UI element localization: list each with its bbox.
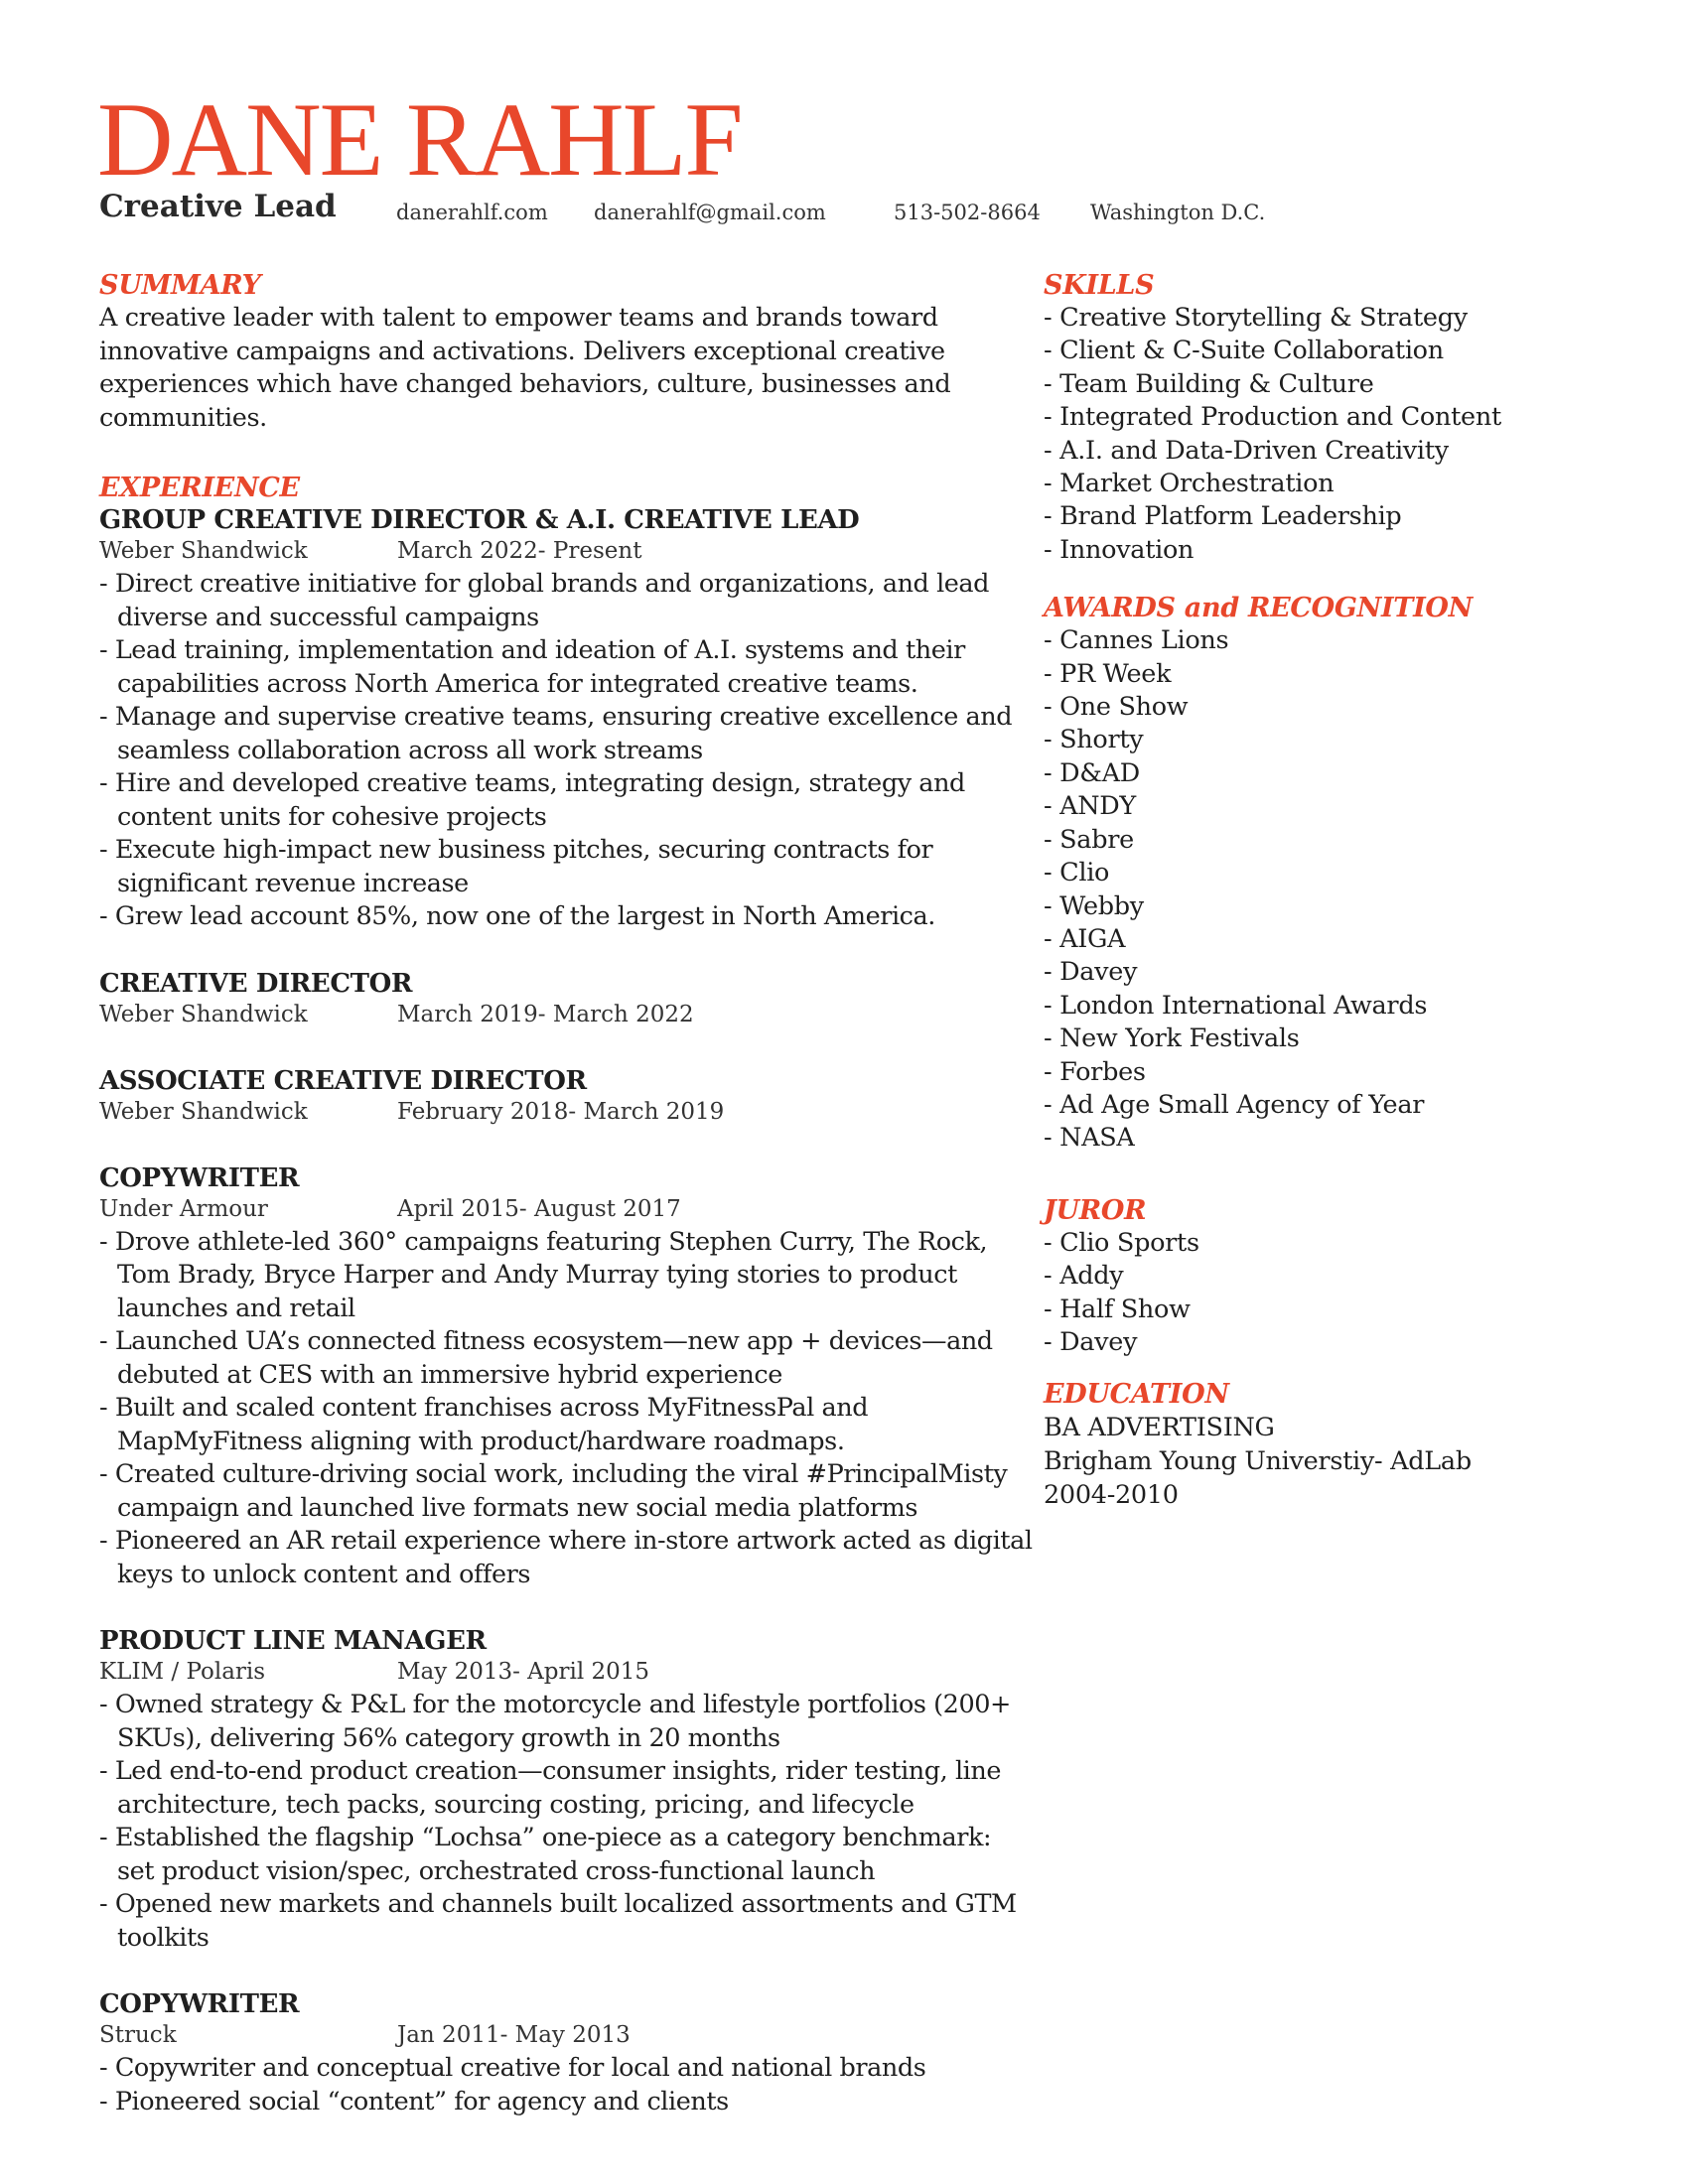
job-bullet: - Built and scaled content franchises across MyFitnessPal and MapMyFitness aligning with product/hardware roadmaps. (99, 1393, 869, 1456)
job-bullet: - Established the flagship “Lochsa” one-piece as a category benchmark: set product vision/spec, orchestrated cross-functional launch (99, 1823, 992, 1886)
job-dates: Jan 2011- May 2013 (397, 2022, 631, 2048)
job-meta (99, 2020, 1023, 2050)
job-bullet: - Copywriter and conceptual creative for local and national brands (99, 2053, 926, 2083)
job-bullet: - Execute high-impact new business pitches, securing contracts for significant revenue increase (99, 835, 933, 898)
job-meta (99, 1194, 1023, 1224)
juror-list (1044, 1227, 1639, 1360)
job-entry (99, 1988, 1023, 2118)
summary-heading: SUMMARY (99, 270, 261, 301)
award-item: - D&AD (1044, 757, 1140, 788)
juror-item: - Half Show (1044, 1294, 1191, 1324)
job-bullet: - Pioneered social “content” for agency and clients (99, 2086, 729, 2116)
award-item: - Shorty (1044, 725, 1144, 755)
job-company: Struck (99, 2022, 177, 2048)
job-meta (99, 1000, 1023, 1029)
juror-item: - Clio Sports (1044, 1227, 1199, 1258)
award-item: - AIGA (1044, 923, 1126, 954)
job-bullet: - Opened new markets and channels built localized assortments and GTM toolkits (99, 1889, 1017, 1953)
job-bullets (99, 1226, 1033, 1592)
job-bullet: - Owned strategy & P&L for the motorcycle and lifestyle portfolios (200+ SKUs), delivering 56% category growth in 20 months (99, 1690, 1011, 1753)
job-bullets (99, 568, 1028, 934)
job-entry (99, 968, 1023, 1029)
awards-list (1044, 624, 1639, 1156)
juror-heading: JUROR (1044, 1194, 1147, 1226)
job-title: ASSOCIATE CREATIVE DIRECTOR (99, 1065, 587, 1096)
job-company: Weber Shandwick (99, 1098, 308, 1125)
job-company: KLIM / Polaris (99, 1659, 266, 1685)
job-company: Weber Shandwick (99, 538, 308, 564)
education-school: Brigham Young Universtiy- AdLab (1044, 1446, 1472, 1477)
skill-item: - Innovation (1044, 534, 1195, 565)
skill-item: - Client & C-Suite Collaboration (1044, 336, 1444, 366)
award-item: - Davey (1044, 957, 1138, 988)
job-title: CREATIVE DIRECTOR (99, 968, 413, 999)
job-dates: February 2018- March 2019 (397, 1098, 725, 1125)
phone-number: 513-502-8664 (894, 201, 1041, 224)
award-item: - One Show (1044, 692, 1189, 723)
job-entry (99, 1162, 1033, 1592)
job-bullet: - Grew lead account 85%, now one of the largest in North America. (99, 901, 935, 931)
skills-heading: SKILLS (1044, 270, 1155, 301)
award-item: - PR Week (1044, 658, 1172, 689)
job-title: PRODUCT LINE MANAGER (99, 1626, 487, 1656)
award-item: - Clio (1044, 858, 1110, 888)
job-meta (99, 536, 1023, 566)
award-item: - Webby (1044, 890, 1144, 921)
job-bullets (99, 1689, 1033, 1955)
job-dates: May 2013- April 2015 (397, 1659, 650, 1685)
award-item: - New York Festivals (1044, 1024, 1300, 1054)
job-bullets (99, 2052, 1033, 2118)
job-bullet: - Hire and developed creative teams, integrating design, strategy and content units for cohesive projects (99, 768, 965, 832)
email-link[interactable]: danerahlf@gmail.com (594, 201, 826, 224)
job-bullet: - Led end-to-end product creation—consumer insights, rider testing, line architecture, tech packs, sourcing costing, pricing, and lifecycle (99, 1756, 1001, 1820)
job-company: Under Armour (99, 1195, 268, 1222)
candidate-role: Creative Lead (99, 189, 337, 224)
job-bullet: - Pioneered an AR retail experience where in-store artwork acted as digital keys to unlock content and offers (99, 1526, 1033, 1589)
job-title: GROUP CREATIVE DIRECTOR & A.I. CREATIVE LEAD (99, 505, 860, 535)
job-bullet: - Direct creative initiative for global brands and organizations, and lead diverse and successful campaigns (99, 569, 990, 632)
skill-item: - Brand Platform Leadership (1044, 501, 1402, 532)
skills-list (1044, 302, 1639, 567)
skill-item: - Market Orchestration (1044, 469, 1335, 499)
experience-heading: EXPERIENCE (99, 473, 300, 503)
location: Washington D.C. (1090, 201, 1266, 224)
job-title: COPYWRITER (99, 1162, 300, 1193)
job-dates: March 2019- March 2022 (397, 1001, 694, 1027)
education-heading: EDUCATION (1044, 1379, 1229, 1411)
award-item: - Sabre (1044, 824, 1134, 855)
juror-item: - Davey (1044, 1326, 1138, 1357)
job-bullet: - Launched UA’s connected fitness ecosystem—new app + devices—and debuted at CES with an immersive hybrid experience (99, 1326, 993, 1390)
job-title: COPYWRITER (99, 1989, 300, 2019)
job-entry (99, 504, 1023, 934)
candidate-name: DANE RAHLF (97, 81, 742, 198)
job-company: Weber Shandwick (99, 1001, 308, 1027)
left-column (99, 270, 1033, 2118)
job-bullet: - Manage and supervise creative teams, ensuring creative excellence and seamless collaboration across all work streams (99, 702, 1013, 765)
job-bullet: - Lead training, implementation and ideation of A.I. systems and their capabilities across North America for integrated creative teams. (99, 635, 965, 699)
awards-heading: AWARDS and RECOGNITION (1044, 593, 1474, 624)
job-meta (99, 1097, 1023, 1127)
job-meta (99, 1657, 1023, 1687)
skill-item: - Team Building & Culture (1044, 368, 1374, 399)
job-dates: March 2022- Present (397, 538, 642, 564)
award-item: - Ad Age Small Agency of Year (1044, 1089, 1425, 1120)
award-item: - Cannes Lions (1044, 625, 1229, 656)
job-entry (99, 1065, 1023, 1127)
juror-item: - Addy (1044, 1261, 1124, 1292)
job-dates: April 2015- August 2017 (397, 1195, 681, 1222)
job-bullet: - Drove athlete-led 360° campaigns featuring Stephen Curry, The Rock, Tom Brady, Bryce Harper and Andy Murray tying stories to product launches and retail (99, 1226, 988, 1323)
summary-text: A creative leader with talent to empower teams and brands toward innovative campaigns and activations. Delivers exceptional creative experiences which have changed behaviors, culture, businesses and communities. (99, 303, 951, 433)
award-item: - London International Awards (1044, 990, 1428, 1021)
award-item: - Forbes (1044, 1056, 1146, 1087)
award-item: - NASA (1044, 1123, 1135, 1154)
education-degree: BA ADVERTISING (1044, 1413, 1275, 1443)
skill-item: - Integrated Production and Content (1044, 402, 1501, 433)
skill-item: - Creative Storytelling & Strategy (1044, 303, 1468, 333)
award-item: - ANDY (1044, 791, 1136, 822)
skill-item: - A.I. and Data-Driven Creativity (1044, 435, 1449, 466)
education-years: 2004-2010 (1044, 1480, 1179, 1511)
website-link[interactable]: danerahlf.com (396, 201, 548, 224)
job-bullet: - Created culture-driving social work, including the viral #PrincipalMisty campaign and launched live formats new social media platforms (99, 1459, 1008, 1523)
right-column (1044, 270, 1639, 1512)
job-entry (99, 1625, 1023, 1955)
